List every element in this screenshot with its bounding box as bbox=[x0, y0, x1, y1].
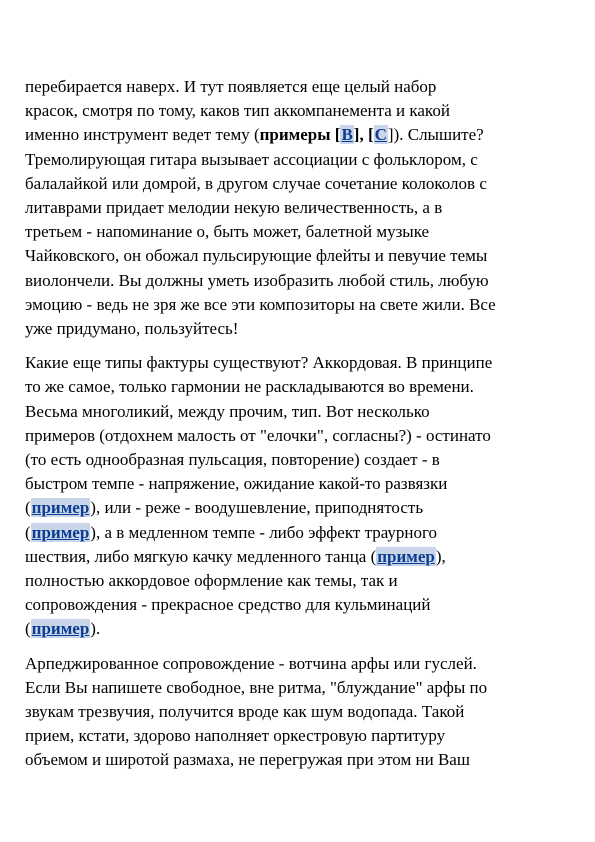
document-page bbox=[25, 75, 590, 783]
paragraph-chordal-texture bbox=[25, 351, 590, 641]
text-line: полностью аккордовое оформление как темы, так и bbox=[25, 571, 398, 591]
example-link-ostinato-fast[interactable]: пример bbox=[31, 498, 90, 518]
text-fragment: ), а в медленном темпе - либо эффект траурного bbox=[90, 522, 438, 542]
text-line: эмоцию - ведь не зря же все эти композиторы на свете жили. Все bbox=[25, 294, 496, 314]
text-fragment: ), bbox=[435, 546, 446, 566]
text-fragment: именно инструмент ведет тему ( bbox=[25, 125, 260, 145]
text-line: прием, кстати, здорово наполняет оркестровую партитуру bbox=[25, 726, 446, 746]
text-line: то же самое, только гармонии не раскладываются во времени. bbox=[25, 377, 474, 397]
text-fragment: ), или - реже - воодушевление, приподнятость bbox=[90, 498, 424, 518]
text-fragment: ]). Слышите? bbox=[387, 125, 484, 145]
text-fragment: ( bbox=[25, 522, 31, 542]
text-fragment: ( bbox=[25, 619, 31, 639]
example-link-uplift[interactable]: пример bbox=[31, 522, 90, 542]
text-line: Тремолирующая гитара вызывает ассоциации с фольклором, с bbox=[25, 149, 478, 169]
text-line: виолончели. Вы должны уметь изобразить любой стиль, любую bbox=[25, 270, 489, 290]
text-line bbox=[25, 496, 590, 520]
text-line: красок, смотря по тому, каков тип аккомпанемента и какой bbox=[25, 101, 450, 121]
text-line: быстром темпе - напряжение, ожидание какой-то развязки bbox=[25, 474, 448, 494]
text-line: Арпеджированное сопровождение - вотчина арфы или гуслей. bbox=[25, 653, 477, 673]
text-line: Чайковского, он обожал пульсирующие флейты и певучие темы bbox=[25, 246, 488, 266]
text-line: звукам трезвучия, получится вроде как шум водопада. Такой bbox=[25, 702, 465, 722]
text-line: перебирается наверх. И тут появляется еще целый набор bbox=[25, 77, 437, 96]
example-link-b[interactable]: B bbox=[341, 125, 353, 145]
text-line: литаврами придает мелодии некую величественность, а в bbox=[25, 198, 443, 218]
text-fragment: шествия, либо мягкую качку медленного танца ( bbox=[25, 546, 377, 566]
text-line: Если Вы напишете свободное, вне ритма, "блуждание" арфы по bbox=[25, 677, 488, 697]
text-line: примеров (отдохнем малость от "елочки", согласны?) - остинато bbox=[25, 425, 491, 445]
bold-text-examples: примеры bbox=[259, 125, 331, 145]
example-link-culmination[interactable]: пример bbox=[31, 619, 90, 639]
text-fragment: ). bbox=[90, 619, 101, 639]
text-line: объемом и широтой размаха, не перегружая при этом ни Ваш bbox=[25, 750, 470, 770]
text-line: Какие еще типы фактуры существуют? Аккордовая. В принципе bbox=[25, 353, 493, 373]
text-fragment: ], [ bbox=[353, 125, 374, 145]
example-link-c[interactable]: C bbox=[374, 125, 387, 145]
text-fragment: ( bbox=[25, 498, 31, 518]
example-link-slow-dance[interactable]: пример bbox=[377, 546, 435, 566]
text-line: сопровождения - прекрасное средство для кульминаций bbox=[25, 595, 431, 615]
text-line: третьем - напоминание о, быть может, балетной музыке bbox=[25, 222, 430, 242]
text-line bbox=[25, 521, 590, 545]
text-line: балалайкой или домрой, в другом случае сочетание колоколов с bbox=[25, 173, 487, 193]
text-line bbox=[25, 617, 590, 641]
text-line: Весьма многоликий, между прочим, тип. Вот несколько bbox=[25, 401, 430, 421]
text-line bbox=[25, 545, 590, 569]
paragraph-arpeggiated bbox=[25, 652, 590, 773]
text-line: (то есть однообразная пульсация, повторение) создает - в bbox=[25, 450, 440, 470]
text-line: уже придумано, пользуйтесь! bbox=[25, 319, 239, 339]
paragraph-instruments bbox=[25, 75, 590, 341]
text-line bbox=[25, 123, 590, 147]
text-fragment: [ bbox=[330, 125, 341, 145]
